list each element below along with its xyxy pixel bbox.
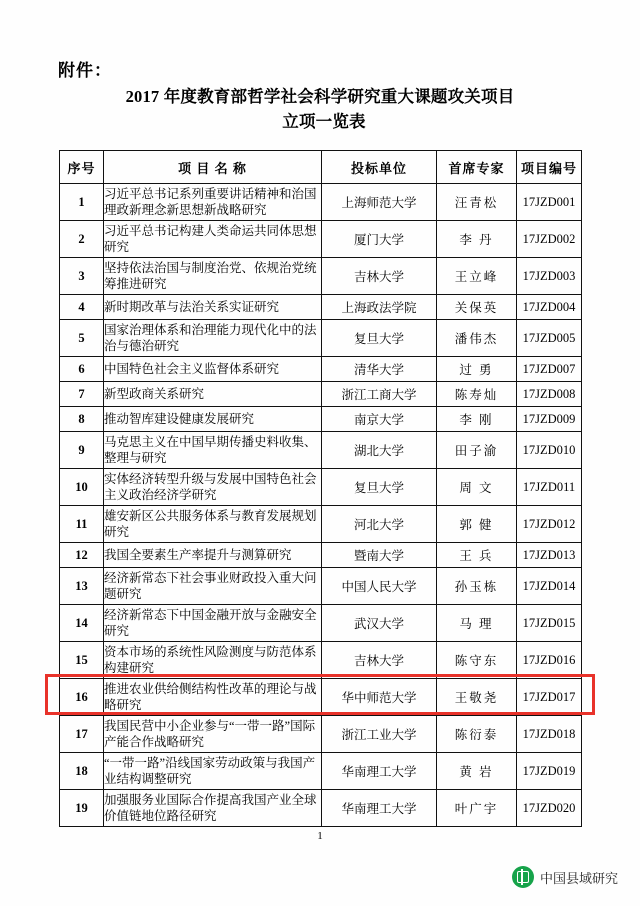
cell-expert: 黄 岩 bbox=[437, 753, 517, 790]
table-row bbox=[60, 605, 582, 642]
cell-expert: 马 理 bbox=[437, 605, 517, 642]
cell-unit: 武汉大学 bbox=[322, 605, 437, 642]
cell-code: 17JZD012 bbox=[517, 506, 582, 543]
cell-project-name: 加强服务业国际合作提高我国产业全球价值链地位路径研究 bbox=[104, 790, 322, 827]
cell-project-name: 推动智库建设健康发展研究 bbox=[104, 407, 322, 432]
cell-unit: 华南理工大学 bbox=[322, 790, 437, 827]
brand-name: 中国县域研究 bbox=[539, 870, 618, 886]
cell-code: 17JZD002 bbox=[517, 221, 582, 258]
cell-expert: 李 刚 bbox=[437, 407, 517, 432]
cell-code: 17JZD020 bbox=[517, 790, 582, 827]
table-row bbox=[60, 221, 582, 258]
table-row bbox=[60, 543, 582, 568]
column-header-no: 序号 bbox=[60, 151, 104, 184]
cell-project-name: 坚持依法治国与制度治党、依规治党统筹推进研究 bbox=[104, 258, 322, 295]
cell-unit: 清华大学 bbox=[322, 357, 437, 382]
cell-code: 17JZD014 bbox=[517, 568, 582, 605]
table-row bbox=[60, 716, 582, 753]
table-row bbox=[60, 506, 582, 543]
cell-expert: 李 丹 bbox=[437, 221, 517, 258]
cell-expert: 王敬尧 bbox=[437, 679, 517, 716]
cell-project-name: 习近平总书记系列重要讲话精神和治国理政新理念新思想新战略研究 bbox=[104, 184, 322, 221]
cell-project-name: 资本市场的系统性风险测度与防范体系构建研究 bbox=[104, 642, 322, 679]
cell-unit: 中国人民大学 bbox=[322, 568, 437, 605]
cell-expert: 过 勇 bbox=[437, 357, 517, 382]
attachment-label: 附件： bbox=[58, 61, 112, 80]
cell-no: 16 bbox=[60, 679, 104, 716]
cell-no: 11 bbox=[60, 506, 104, 543]
cell-no: 13 bbox=[60, 568, 104, 605]
table-row bbox=[60, 258, 582, 295]
cell-unit: 浙江工业大学 bbox=[322, 716, 437, 753]
cell-project-name: 我国全要素生产率提升与测算研究 bbox=[104, 543, 322, 568]
cell-expert: 王立峰 bbox=[437, 258, 517, 295]
cell-project-name: 我国民营中小企业参与“一带一路”国际产能合作战略研究 bbox=[104, 716, 322, 753]
cell-project-name: 新型政商关系研究 bbox=[104, 382, 322, 407]
cell-project-name: 中国特色社会主义监督体系研究 bbox=[104, 357, 322, 382]
cell-unit: 上海师范大学 bbox=[322, 184, 437, 221]
table-row bbox=[60, 295, 582, 320]
cell-expert: 汪青松 bbox=[437, 184, 517, 221]
cell-no: 6 bbox=[60, 357, 104, 382]
cell-expert: 王 兵 bbox=[437, 543, 517, 568]
table-header-row bbox=[60, 151, 582, 184]
cell-code: 17JZD019 bbox=[517, 753, 582, 790]
table-row bbox=[60, 184, 582, 221]
column-header-name: 项 目 名 称 bbox=[104, 151, 322, 184]
cell-project-name: 国家治理体系和治理能力现代化中的法治与德治研究 bbox=[104, 320, 322, 357]
cell-no: 2 bbox=[60, 221, 104, 258]
cell-unit: 华南理工大学 bbox=[322, 753, 437, 790]
cell-expert: 周 文 bbox=[437, 469, 517, 506]
cell-unit: 南京大学 bbox=[322, 407, 437, 432]
cell-no: 17 bbox=[60, 716, 104, 753]
cell-code: 17JZD004 bbox=[517, 295, 582, 320]
table-row bbox=[60, 642, 582, 679]
cell-unit: 湖北大学 bbox=[322, 432, 437, 469]
cell-expert: 田子渝 bbox=[437, 432, 517, 469]
project-table bbox=[59, 150, 582, 827]
cell-project-name: “一带一路”沿线国家劳动政策与我国产业结构调整研究 bbox=[104, 753, 322, 790]
table-row bbox=[60, 382, 582, 407]
cell-code: 17JZD007 bbox=[517, 357, 582, 382]
cell-project-name: 马克思主义在中国早期传播史料收集、整理与研究 bbox=[104, 432, 322, 469]
cell-project-name: 新时期改革与法治关系实证研究 bbox=[104, 295, 322, 320]
cell-no: 12 bbox=[60, 543, 104, 568]
cell-expert: 潘伟杰 bbox=[437, 320, 517, 357]
cell-expert: 叶广宇 bbox=[437, 790, 517, 827]
cell-project-name: 习近平总书记构建人类命运共同体思想研究 bbox=[104, 221, 322, 258]
cell-expert: 陈衍泰 bbox=[437, 716, 517, 753]
cell-no: 15 bbox=[60, 642, 104, 679]
column-header-unit: 投标单位 bbox=[322, 151, 437, 184]
cell-no: 5 bbox=[60, 320, 104, 357]
table-row bbox=[60, 753, 582, 790]
cell-code: 17JZD016 bbox=[517, 642, 582, 679]
cell-unit: 复旦大学 bbox=[322, 469, 437, 506]
cell-expert: 关保英 bbox=[437, 295, 517, 320]
cell-no: 4 bbox=[60, 295, 104, 320]
cell-expert: 陈寿灿 bbox=[437, 382, 517, 407]
table-row bbox=[60, 469, 582, 506]
cell-code: 17JZD013 bbox=[517, 543, 582, 568]
cell-unit: 吉林大学 bbox=[322, 642, 437, 679]
page-number: 1 bbox=[317, 830, 323, 842]
cell-project-name: 经济新常态下中国金融开放与金融安全研究 bbox=[104, 605, 322, 642]
cell-project-name: 经济新常态下社会事业财政投入重大问题研究 bbox=[104, 568, 322, 605]
table-row-highlighted bbox=[60, 679, 582, 716]
cell-code: 17JZD009 bbox=[517, 407, 582, 432]
cell-no: 1 bbox=[60, 184, 104, 221]
table-row bbox=[60, 790, 582, 827]
table-row bbox=[60, 320, 582, 357]
cell-expert: 郭 健 bbox=[437, 506, 517, 543]
footer-brand bbox=[512, 866, 618, 888]
column-header-code: 项目编号 bbox=[517, 151, 582, 184]
cell-code: 17JZD011 bbox=[517, 469, 582, 506]
cell-code: 17JZD005 bbox=[517, 320, 582, 357]
cell-code: 17JZD017 bbox=[517, 679, 582, 716]
page-title-line2: 立项一览表 bbox=[282, 112, 366, 131]
cell-expert: 陈守东 bbox=[437, 642, 517, 679]
cell-no: 9 bbox=[60, 432, 104, 469]
cell-code: 17JZD015 bbox=[517, 605, 582, 642]
cell-code: 17JZD018 bbox=[517, 716, 582, 753]
cell-code: 17JZD008 bbox=[517, 382, 582, 407]
cell-no: 14 bbox=[60, 605, 104, 642]
cell-unit: 暨南大学 bbox=[322, 543, 437, 568]
table-row bbox=[60, 568, 582, 605]
cell-project-name: 推进农业供给侧结构性改革的理论与战略研究 bbox=[104, 679, 322, 716]
page-title bbox=[0, 84, 640, 134]
page-title-line1: 2017 年度教育部哲学社会科学研究重大课题攻关项目 bbox=[125, 87, 515, 106]
cell-code: 17JZD001 bbox=[517, 184, 582, 221]
cell-unit: 河北大学 bbox=[322, 506, 437, 543]
cell-code: 17JZD003 bbox=[517, 258, 582, 295]
cell-unit: 复旦大学 bbox=[322, 320, 437, 357]
table-row bbox=[60, 432, 582, 469]
cell-unit: 浙江工商大学 bbox=[322, 382, 437, 407]
cell-unit: 厦门大学 bbox=[322, 221, 437, 258]
cell-no: 8 bbox=[60, 407, 104, 432]
cell-project-name: 雄安新区公共服务体系与教育发展规划研究 bbox=[104, 506, 322, 543]
table-row bbox=[60, 357, 582, 382]
cell-project-name: 实体经济转型升级与发展中国特色社会主义政治经济学研究 bbox=[104, 469, 322, 506]
cell-no: 10 bbox=[60, 469, 104, 506]
cell-no: 19 bbox=[60, 790, 104, 827]
cell-unit: 上海政法学院 bbox=[322, 295, 437, 320]
column-header-expert: 首席专家 bbox=[437, 151, 517, 184]
cell-unit: 华中师范大学 bbox=[322, 679, 437, 716]
cell-expert: 孙玉栋 bbox=[437, 568, 517, 605]
brand-logo-icon bbox=[512, 866, 534, 888]
cell-no: 18 bbox=[60, 753, 104, 790]
cell-no: 3 bbox=[60, 258, 104, 295]
cell-unit: 吉林大学 bbox=[322, 258, 437, 295]
table-row bbox=[60, 407, 582, 432]
cell-no: 7 bbox=[60, 382, 104, 407]
cell-code: 17JZD010 bbox=[517, 432, 582, 469]
